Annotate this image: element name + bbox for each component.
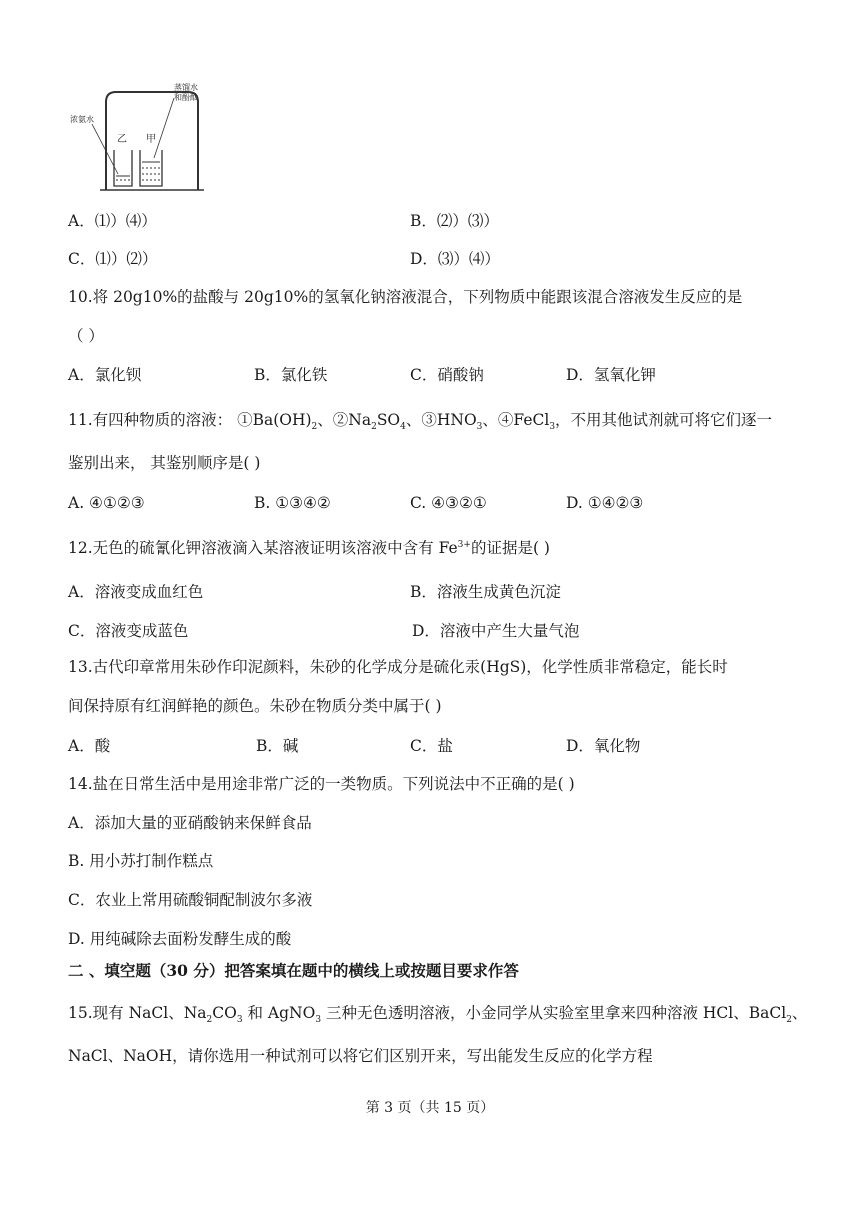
- q13-option-b: B．碱: [256, 737, 299, 755]
- q14-stem: 14.盐在日常生活中是用途非常广泛的一类物质。下列说法中不正确的是( ): [68, 775, 575, 793]
- q10-option-b: B．氯化铁: [254, 366, 328, 384]
- q9-option-a: A．⑴）⑷）: [68, 212, 157, 230]
- label-water: 蒸馏水: [174, 83, 198, 92]
- apparatus-figure: [70, 78, 220, 196]
- q13-option-c: C．盐: [410, 737, 453, 755]
- q10-option-d: D．氢氧化钾: [566, 366, 656, 384]
- q14-option-d: D. 用纯碱除去面粉发酵生成的酸: [68, 930, 292, 948]
- beaker-yi: [114, 150, 132, 186]
- q9-option-d: D．⑶）⑷）: [410, 250, 500, 268]
- label-beaker-yi: 乙: [117, 134, 127, 145]
- q12-option-b: B．溶液生成黄色沉淀: [410, 583, 561, 601]
- q13-line1: 13.古代印章常用朱砂作印泥颜料，朱砂的化学成分是硫化汞(HgS)，化学性质非常稳定，能长时: [68, 658, 728, 676]
- q14-option-c: C．农业上常用硫酸铜配制波尔多液: [68, 891, 313, 909]
- q10-stem: 10.将 20g10%的盐酸与 20g10%的氢氧化钠溶液混合，下列物质中能跟该混合溶液发生反应的是: [68, 288, 743, 306]
- label-beaker-jia: 甲: [146, 134, 156, 145]
- q14-option-b: B. 用小苏打制作糕点: [68, 852, 214, 870]
- label-phenolphthalein: 和酚酞: [174, 93, 198, 102]
- q9-option-c: C．⑴）⑵）: [68, 250, 158, 268]
- q11-line2: 鉴别出来， 其鉴别顺序是( ): [68, 454, 261, 472]
- q15-line2: NaCl、NaOH，请你选用一种试剂可以将它们区别开来，写出能发生反应的化学方程: [68, 1047, 653, 1065]
- q13-line2: 间保持原有红润鲜艳的颜色。朱砂在物质分类中属于( ): [68, 697, 442, 715]
- page-footer: 第 3 页（共 15 页）: [365, 1100, 495, 1116]
- q11-option-c: C. ④③②①: [410, 494, 487, 512]
- q14-option-a: A．添加大量的亚硝酸钠来保鲜食品: [68, 814, 312, 832]
- section2-title: 二 、填空题（30 分）把答案填在题中的横线上或按题目要求作答: [68, 961, 519, 980]
- q13-option-d: D．氧化物: [566, 737, 641, 755]
- q13-option-a: A．酸: [68, 737, 111, 755]
- q10-option-c: C．硝酸钠: [410, 366, 484, 384]
- q12-stem: 12.无色的硫氰化钾溶液滴入某溶液证明该溶液中含有 $Fe^{3+}$的证据是( ): [68, 539, 550, 557]
- q11-stem: 11.有四种物质的溶液： $①Ba(OH)_2$、$②Na_2SO_4$、$③HNO_3$、④FeCl$_3$，不用其他试剂就可将它们逐一: [68, 411, 773, 433]
- label-ammonia: 浓氨水: [70, 115, 94, 124]
- q11-option-a: A. ④①②③: [68, 494, 145, 512]
- q10-paren: （ ）: [68, 327, 104, 345]
- q10-option-a: A．氯化钡: [68, 366, 142, 384]
- q12-option-a: A．溶液变成血红色: [68, 583, 204, 601]
- q15-line1: 15.现有 NaCl、$Na_2CO_3$ 和 AgNO$_3$ 三种无色透明溶液，小金同学从实验室里拿来四种溶液 HCl、BaCl$_2$、: [68, 1004, 808, 1026]
- q11-option-d: D. ①④②③: [566, 494, 644, 512]
- q12-option-d: D．溶液中产生大量气泡: [412, 622, 580, 640]
- q12-option-c: C．溶液变成蓝色: [68, 622, 189, 640]
- q11-option-b: B. ①③④②: [254, 494, 331, 512]
- q9-option-b: B．⑵）⑶）: [410, 212, 499, 230]
